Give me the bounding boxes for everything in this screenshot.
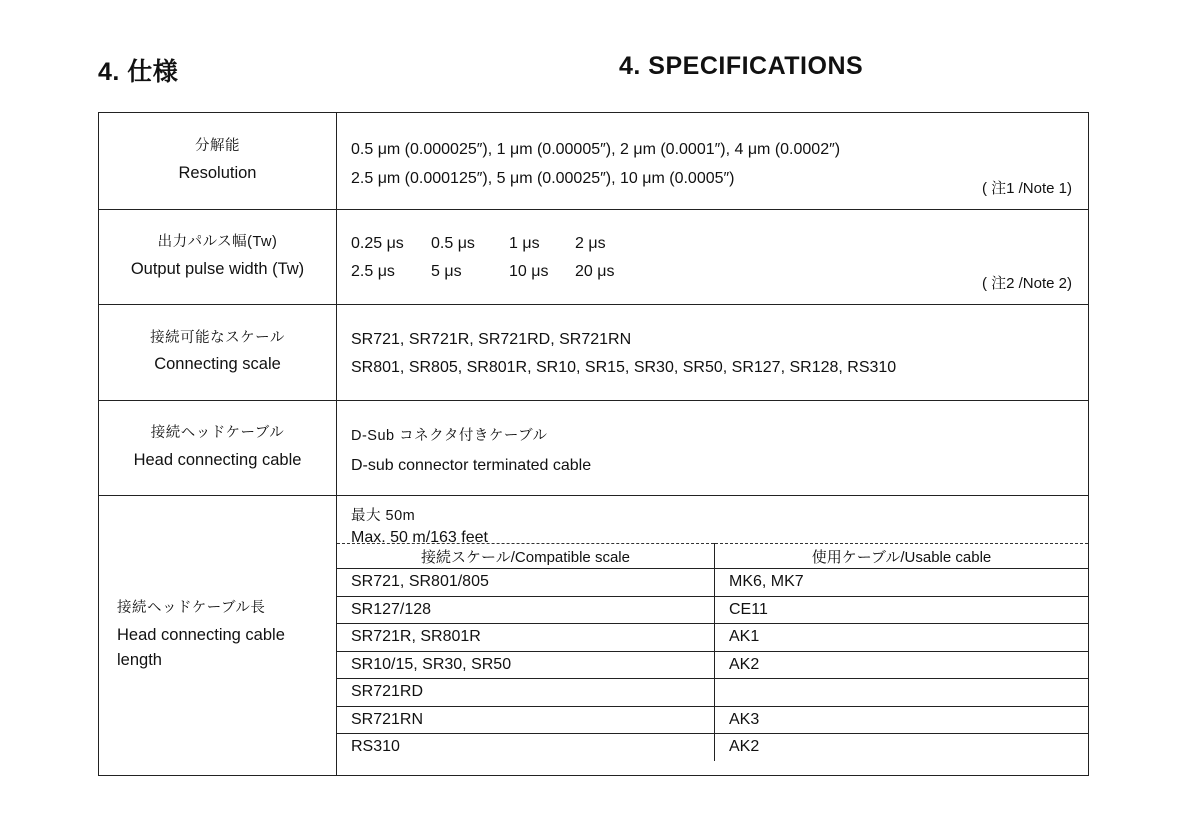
cable-table-header-row <box>337 544 1088 569</box>
label-jp: 分解能 <box>195 138 240 155</box>
pulse-width-value: 2 μs <box>575 235 606 252</box>
spec-table <box>98 112 1089 776</box>
scale-line-2: SR801, SR805, SR801R, SR10, SR15, SR30, SR50, SR127, SR128, RS310 <box>351 359 897 376</box>
cell-scale: SR721R, SR801R <box>337 624 715 652</box>
resolution-line-1: 0.5 μm (0.000025″), 1 μm (0.00005″), 2 μm (0.0001″), 4 μm (0.0002″) <box>351 141 841 158</box>
spec-label-cable-length <box>99 496 337 775</box>
cable-table <box>337 543 1088 761</box>
table-row <box>337 706 1088 734</box>
note-2: ( 注2 /Note 2) <box>981 275 1072 292</box>
table-row <box>337 651 1088 679</box>
heading-en: 4. SPECIFICATIONS <box>619 52 864 80</box>
label-jp: 接続ヘッドケーブル長 <box>117 600 266 617</box>
heading-jp: 4. 仕様 <box>98 58 179 86</box>
label-en: Resolution <box>178 163 257 182</box>
pulse-width-value: 1 μs <box>509 235 540 252</box>
cell-scale: SR127/128 <box>337 596 715 624</box>
label-en: Head connecting cable <box>133 450 302 469</box>
pulse-width-value: 0.5 μs <box>431 235 475 252</box>
column-header-usable-cable: 使用ケーブル/Usable cable <box>715 544 1089 569</box>
spec-label-pulse-width <box>99 210 337 304</box>
cell-scale: SR721, SR801/805 <box>337 569 715 597</box>
table-row <box>337 596 1088 624</box>
pulse-width-value: 20 μs <box>575 263 615 280</box>
max-length-en: Max. 50 m/163 feet <box>351 529 488 546</box>
cell-cable: AK3 <box>715 706 1089 734</box>
cell-scale: SR721RN <box>337 706 715 734</box>
head-cable-jp: D-Sub コネクタ付きケーブル <box>351 428 548 444</box>
cell-scale: RS310 <box>337 734 715 761</box>
spec-value-connecting-scale <box>337 305 1088 400</box>
table-row <box>337 624 1088 652</box>
cell-cable: AK2 <box>715 651 1089 679</box>
cell-cable: AK2 <box>729 738 760 756</box>
label-en: Output pulse width (Tw) <box>130 259 305 278</box>
max-length <box>337 496 1088 546</box>
head-cable-en: D-sub connector terminated cable <box>351 457 592 474</box>
note-1: ( 注1 /Note 1) <box>981 180 1072 197</box>
spec-row-head-cable <box>99 401 1088 496</box>
table-row <box>337 679 1088 707</box>
pulse-width-value: 0.25 μs <box>351 235 404 252</box>
pulse-width-value: 2.5 μs <box>351 263 395 280</box>
max-length-jp: 最大 50m <box>351 508 416 524</box>
cell-cable: MK6, MK7 <box>715 569 1089 597</box>
spec-label-connecting-scale <box>99 305 337 400</box>
pulse-width-row-1 <box>351 230 1074 258</box>
spec-row-connecting-scale <box>99 305 1088 401</box>
spec-row-resolution <box>99 113 1088 210</box>
label-jp: 出力パルス幅(Tw) <box>157 234 278 251</box>
resolution-line-2: 2.5 μm (0.000125″), 5 μm (0.00025″), 10 μm (0.0005″) <box>351 170 735 187</box>
cell-cable: AK1 <box>715 624 1089 652</box>
spec-row-pulse-width <box>99 210 1088 305</box>
pulse-width-row-2 <box>351 258 1074 286</box>
spec-value-head-cable <box>337 401 1088 495</box>
pulse-width-value: 5 μs <box>431 263 462 280</box>
spec-value-resolution <box>337 113 1088 209</box>
spec-value-cable-length <box>337 496 1088 775</box>
cell-cable: CE11 <box>715 596 1089 624</box>
cell-scale: SR721RD <box>337 679 715 707</box>
label-en: Connecting scale <box>154 355 281 374</box>
spec-label-head-cable <box>99 401 337 495</box>
spec-row-cable-length <box>99 496 1088 775</box>
spec-label-resolution <box>99 113 337 209</box>
column-header-compatible-scale: 接続スケール/Compatible scale <box>337 544 715 569</box>
table-row <box>337 734 1088 761</box>
pulse-width-value: 10 μs <box>509 263 549 280</box>
table-row <box>337 569 1088 597</box>
cell-scale: SR10/15, SR30, SR50 <box>337 651 715 679</box>
label-en: Head connecting cable length <box>117 625 285 670</box>
spec-value-pulse-width <box>337 210 1088 304</box>
scale-line-1: SR721, SR721R, SR721RD, SR721RN <box>351 331 632 348</box>
label-jp: 接続ヘッドケーブル <box>150 425 285 442</box>
cell-cable <box>715 679 1089 707</box>
label-jp: 接続可能なスケール <box>150 329 285 346</box>
